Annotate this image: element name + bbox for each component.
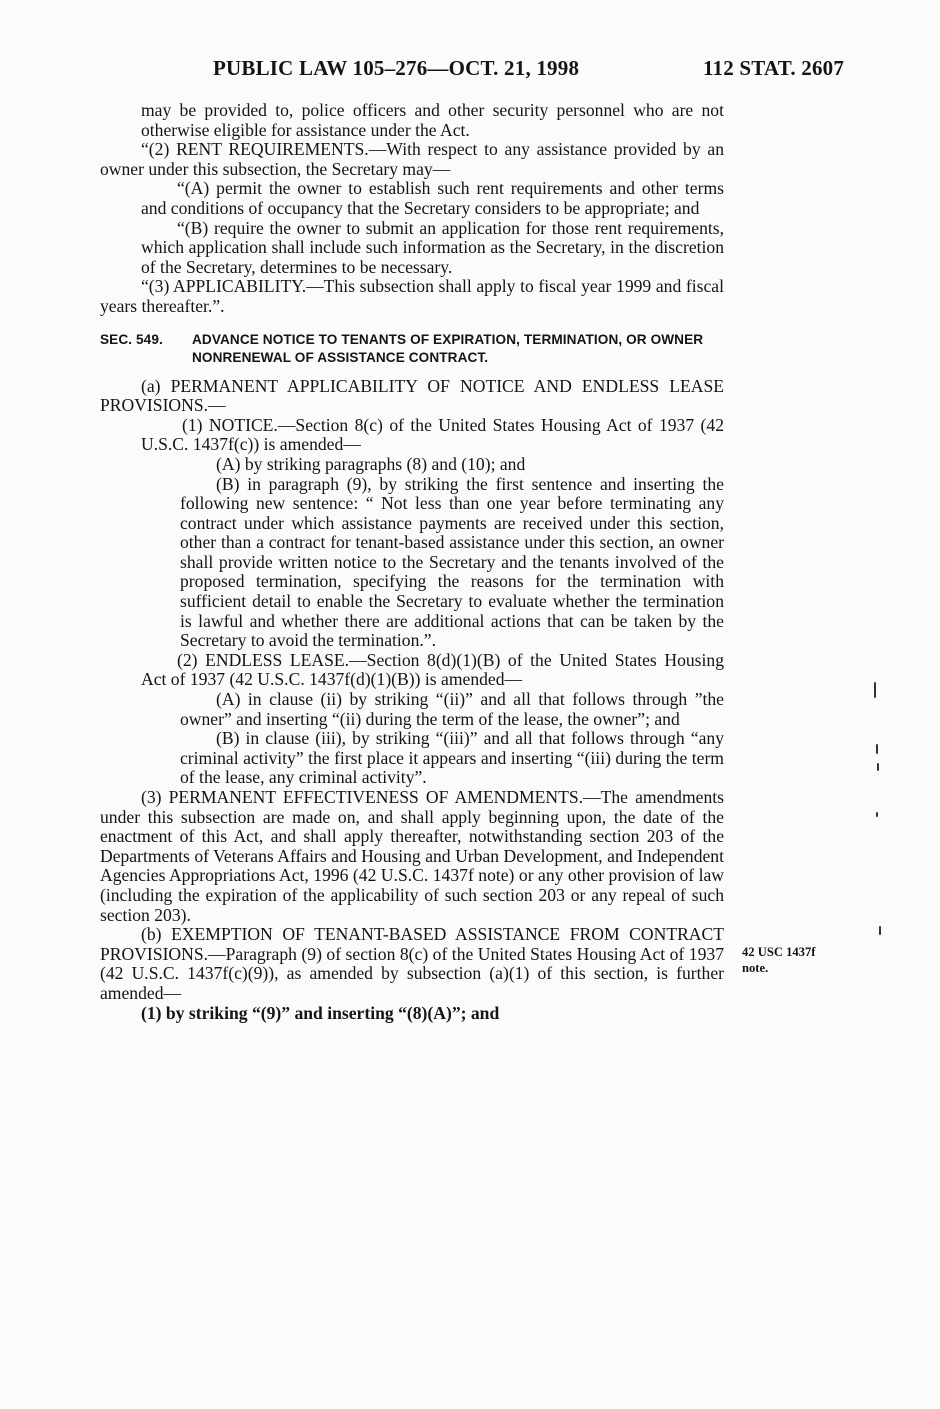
scan-artifact — [879, 926, 881, 935]
clause-a-striking: (A) by striking paragraphs (8) and (10); and — [216, 453, 526, 474]
section-title: ADVANCE NOTICE TO TENANTS OF EXPIRATION, TERMINATION, OR OWNER NONRENEWAL OF ASSISTANCE CONTRACT. — [192, 331, 704, 365]
scan-artifact — [877, 763, 879, 771]
paragraph-striking-9: (1) by striking “(9)” and inserting “(8)(A)”; and — [141, 1002, 500, 1023]
section-heading — [100, 331, 724, 367]
section-number: SEC. 549. — [100, 331, 163, 347]
scan-artifact — [876, 744, 878, 754]
page-citation: 112 STAT. 2607 — [703, 56, 845, 80]
subsection-b-exemption: (b) EXEMPTION OF TENANT-BASED ASSISTANCE FROM CONTRACT PROVISIONS.—Paragraph (9) of section 8(c) of the United States Housing Act of 1937 (42 U.S.C. 1437f(c)(9)), as amended by subsection (a)(1) of this section, is further amended— — [100, 924, 724, 1003]
statute-text — [100, 101, 724, 1023]
paragraph-notice: (1) NOTICE.—Section 8(c) of the United States Housing Act of 1937 (42 U.S.C. 1437f(c)) is amended— — [141, 414, 724, 455]
clause-b-paragraph-9: (B) in paragraph (9), by striking the first sentence and inserting the following new sentence: “ Not less than one year before terminating any contract under which assistance payments are received under this section, other than a contract for tenant-based assistance under this section, an owner shall provide written notice to the Secretary and the tenants involved of the proposed termination, specifying the reasons for the termination with sufficient detail to enable the Secretary to evaluate whether the termination is lawful and whether there are additional actions that can be taken by the Secretary to avoid the termination.”. — [180, 473, 724, 651]
paragraph-endless-lease: (2) ENDLESS LEASE.—Section 8(d)(1)(B) of the United States Housing Act of 1937 (42 U.S.C. 1437f(d)(1)(B)) is amended— — [141, 649, 724, 690]
paragraph-continuation: may be provided to, police officers and other security personnel who are not otherwise eligible for assistance under the Act. — [141, 100, 724, 140]
subsection-a-heading: (a) PERMANENT APPLICABILITY OF NOTICE AND ENDLESS LEASE PROVISIONS.— — [100, 375, 724, 416]
clause-a-clause-ii: (A) in clause (ii) by striking “(ii)” and all that follows through ”the owner” and inserting “(ii) during the term of the lease, the owner”; and — [180, 689, 724, 729]
clause-b-clause-iii: (B) in clause (iii), by striking “(iii)” and all that follows through “any criminal activity” the first place it appears and inserting “(iii) during the term of the lease, any criminal activity”. — [180, 728, 724, 788]
paragraph-rent-requirements: “(2) RENT REQUIREMENTS.—With respect to any assistance provided by an owner under this subsection, the Secretary may— — [100, 139, 724, 179]
clause-b-require: “(B) require the owner to submit an application for those rent requirements, which application shall include such information as the Secretary, in the discretion of the Secretary, determines to be necessary. — [141, 217, 724, 277]
scan-artifact — [876, 812, 878, 817]
running-header: PUBLIC LAW 105–276—OCT. 21, 1998 — [213, 56, 580, 80]
paragraph-applicability: “(3) APPLICABILITY.—This subsection shall apply to fiscal year 1999 and fiscal years thereafter.”. — [100, 276, 724, 316]
paragraph-permanent-effectiveness: (3) PERMANENT EFFECTIVENESS OF AMENDMENTS.—The amendments under this subsection are made on, and shall apply beginning upon, the date of the enactment of this Act, and shall apply thereafter, notwithstanding section 203 of the Departments of Veterans Affairs and Housing and Urban Development, and Independent Agencies Appropriations Act, 1996 (42 U.S.C. 1437f note) or any other provision of law (including the expiration of the applicability of such section 203 or any repeal of such section 203). — [100, 787, 724, 925]
margin-note: 42 USC 1437f note. — [742, 945, 816, 975]
scan-artifact — [874, 682, 876, 698]
clause-a-permit: “(A) permit the owner to establish such rent requirements and other terms and conditions of occupancy that the Secretary considers to be appropriate; and — [141, 178, 724, 218]
